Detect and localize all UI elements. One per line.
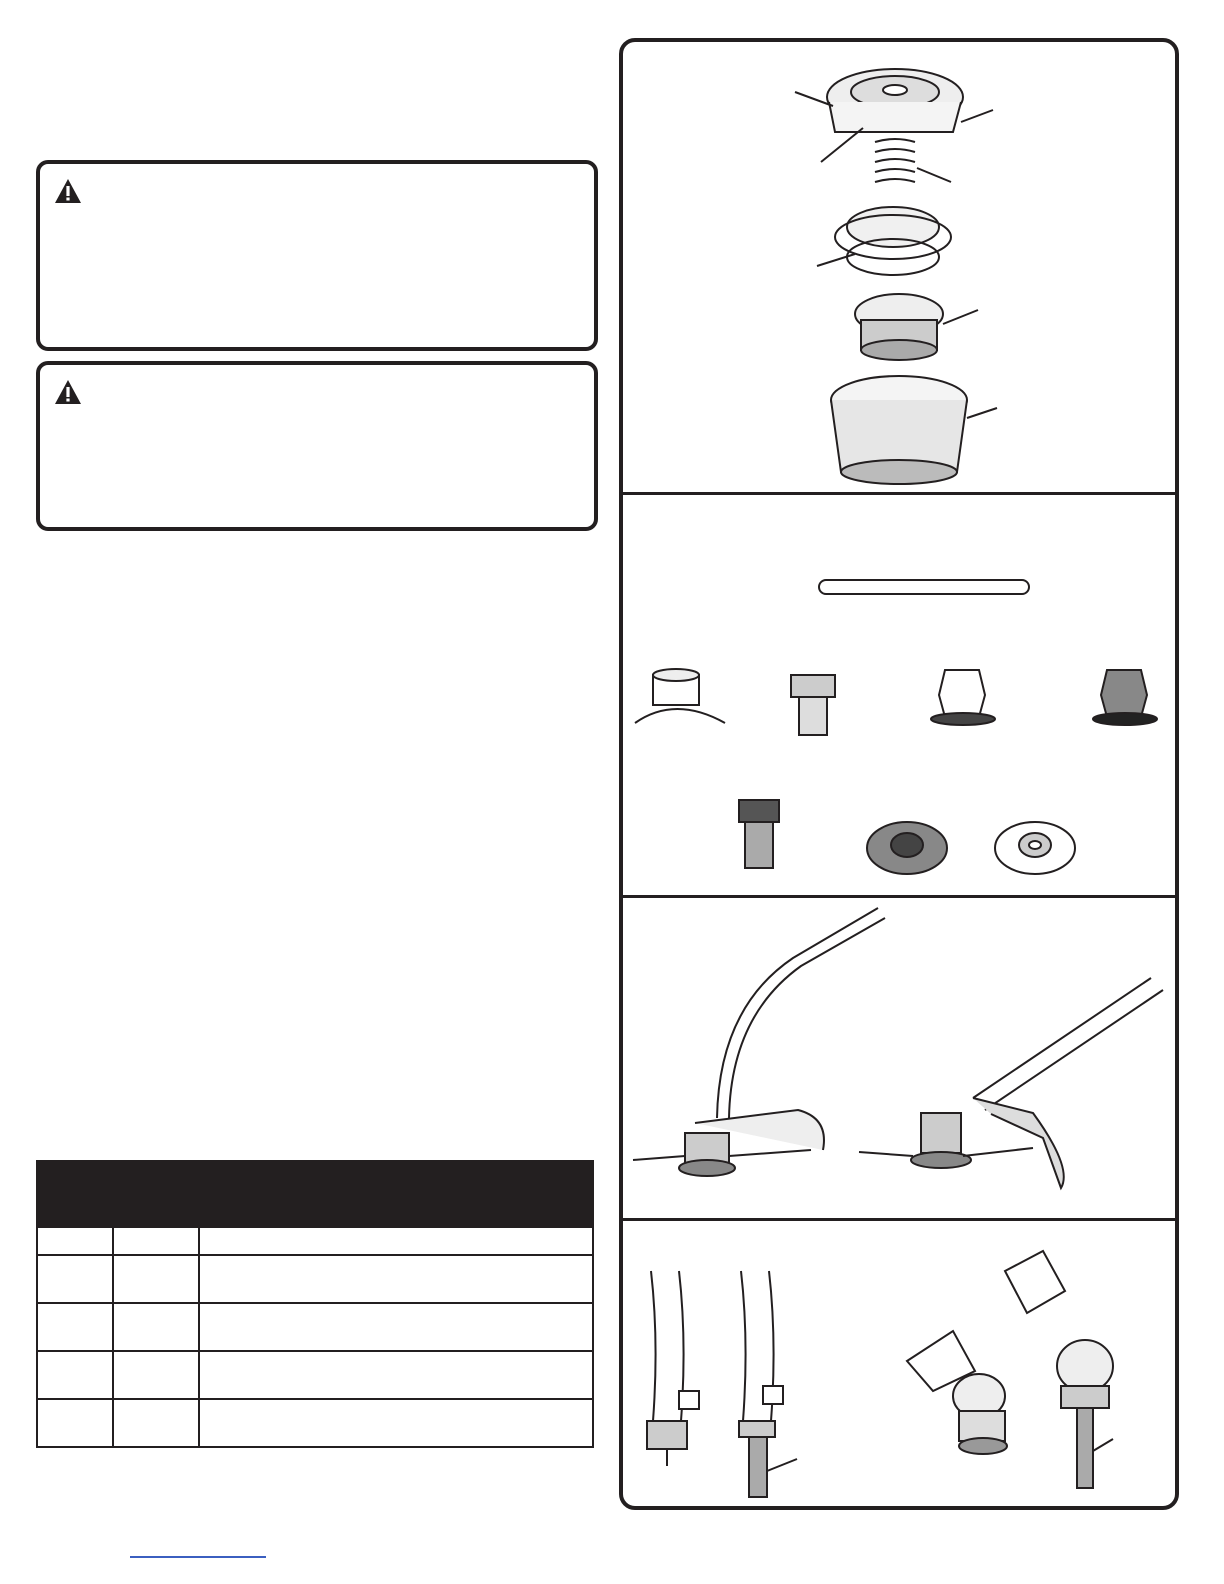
table-row bbox=[37, 1351, 593, 1399]
table-row bbox=[37, 1255, 593, 1303]
table-header bbox=[36, 1160, 594, 1226]
blade-hardware-parts bbox=[623, 495, 1175, 895]
figure-frame bbox=[619, 38, 1179, 1510]
spec-table bbox=[36, 1160, 594, 1448]
warning-box-2 bbox=[36, 361, 598, 531]
warning-triangle-icon bbox=[54, 178, 82, 204]
trimmer-head-exploded-view bbox=[623, 42, 1175, 492]
warning-triangle-icon bbox=[54, 379, 82, 405]
shaft-connection-details bbox=[623, 1221, 1175, 1506]
warning-box-1 bbox=[36, 160, 598, 351]
table-row bbox=[37, 1399, 593, 1447]
footer-link[interactable] bbox=[130, 1556, 266, 1558]
table-row bbox=[37, 1303, 593, 1351]
table-row bbox=[37, 1227, 593, 1255]
curved-and-straight-shaft-trimmers bbox=[623, 898, 1175, 1218]
